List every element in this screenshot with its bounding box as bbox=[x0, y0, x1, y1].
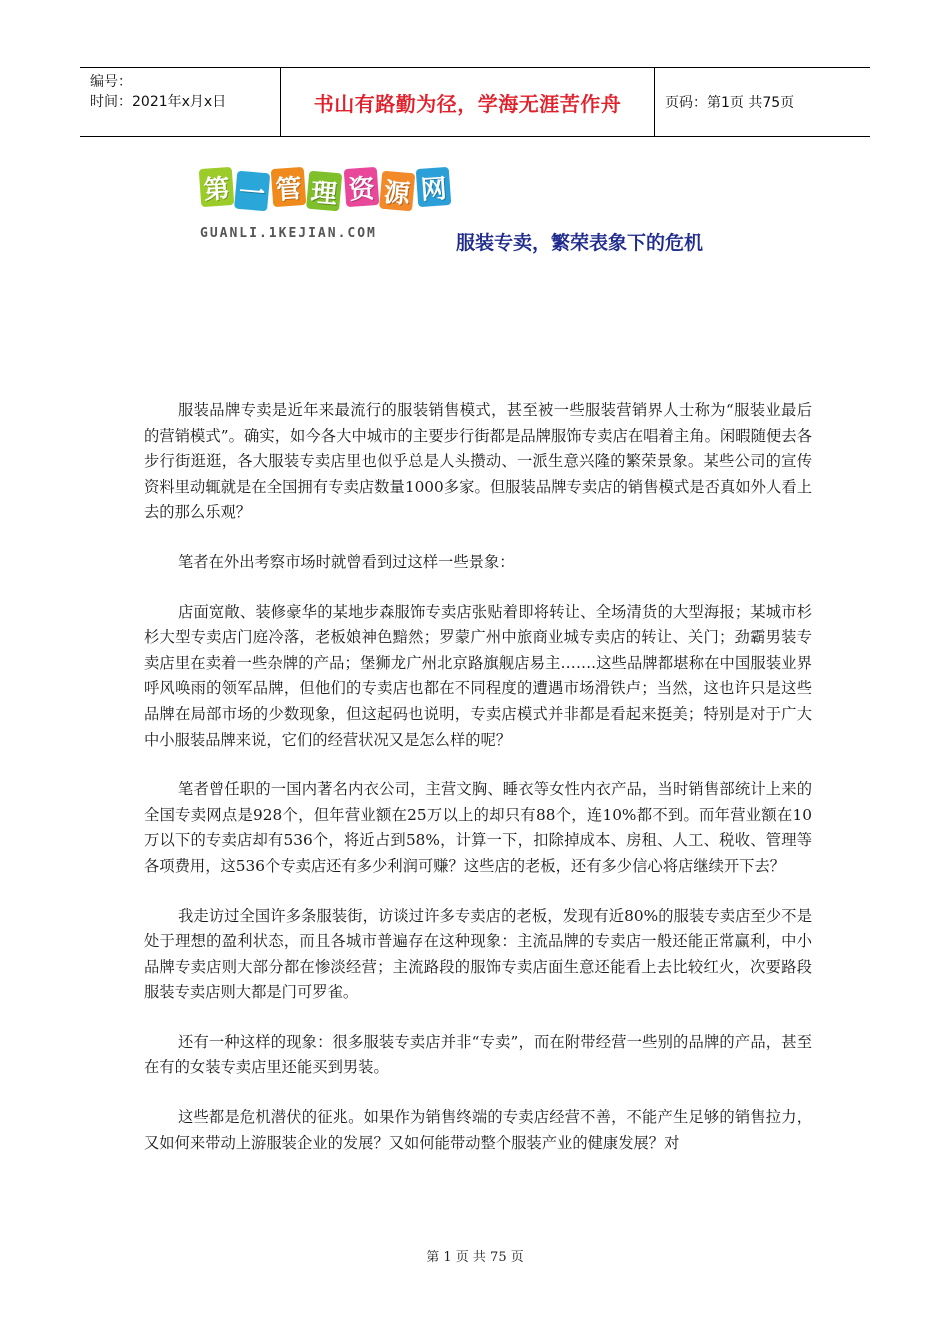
article-paragraph: 这些都是危机潜伏的征兆。如果作为销售终端的专卖店经营不善，不能产生足够的销售拉力，又如何来带动上游服装企业的发展？又如何能带动整个服装产业的健康发展？对 bbox=[144, 1108, 812, 1152]
number-label: 编号： bbox=[90, 74, 132, 90]
logo-tile: 网 bbox=[416, 167, 452, 207]
header-meta bbox=[80, 68, 280, 136]
document-header bbox=[80, 67, 870, 137]
article-paragraph: 店面宽敞、装修豪华的某地步森服饰专卖店张贴着即将转让、全场清货的大型海报；某城市杉杉大型专卖店门庭冷落，老板娘神色黯然；罗蒙广州中旅商业城专卖店的转让、关门；劲霸男装专卖店里在卖着一些杂牌的产品；堡狮龙广州北京路旗舰店易主…….这些品牌都堪称在中国服装业界呼风唤雨的领军品牌，但他们的专卖店也都在不同程度的遭遇市场滑铁卢；当然，这也许只是这些品牌在局部市场的少数现象，但这起码也说明，专卖店模式并非都是看起来挺美；特别是对于广大中小服装品牌来说，它们的经营状况又是怎么样的呢？ bbox=[144, 602, 812, 749]
article-body bbox=[144, 398, 812, 1180]
article-paragraph: 我走访过全国许多条服装街，访谈过许多专卖店的老板，发现有近80%的服装专卖店至少不是处于理想的盈利状态，而且各城市普遍存在这种现象：主流品牌的专卖店一般还能正常赢利，中小品牌专卖店则大部分都在惨淡经营；主流路段的服饰专卖店面生意还能看上去比较红火，次要路段服装专卖店则大都是门可罗雀。 bbox=[144, 906, 812, 1002]
site-logo bbox=[200, 168, 450, 246]
logo-domain: GUANLI.1KEJIAN.COM bbox=[200, 226, 377, 241]
time-label: 时间：2021年x月x日 bbox=[90, 94, 227, 110]
logo-tile: 第 bbox=[199, 167, 235, 207]
logo-tiles bbox=[200, 168, 450, 210]
logo-tile: 源 bbox=[379, 171, 415, 212]
logo-tile: 资 bbox=[343, 167, 379, 207]
article-paragraph: 笔者在外出考察市场时就曾看到过这样一些景象： bbox=[178, 552, 515, 571]
header-page-info: 页码：第1页 共75页 bbox=[665, 95, 795, 111]
header-motto: 书山有路勤为径，学海无涯苦作舟 bbox=[280, 68, 655, 136]
article-paragraph: 还有一种这样的现象：很多服装专卖店并非“专卖”，而在附带经营一些别的品牌的产品，甚至在有的女装专卖店里还能买到男装。 bbox=[144, 1032, 812, 1077]
logo-tile: 理 bbox=[306, 171, 342, 212]
article-paragraph: 服装品牌专卖是近年来最流行的服装销售模式，甚至被一些服装营销界人士称为“服装业最后的营销模式”。确实，如今各大中城市的主要步行街都是品牌服饰专卖店在唱着主角。闲暇随便去各步行街逛逛，各大服装专卖店里也似乎总是人头攒动、一派生意兴隆的繁荣景象。某些公司的宣传资料里动辄就是在全国拥有专卖店数量1000多家。但服装品牌专卖店的销售模式是否真如外人看上去的那么乐观？ bbox=[144, 401, 812, 522]
page-footer: 第 1 页 共 75 页 bbox=[426, 1250, 524, 1265]
article-title: 服装专卖，繁荣表象下的危机 bbox=[456, 232, 704, 254]
article-paragraph: 笔者曾任职的一国内著名内衣公司，主营文胸、睡衣等女性内衣产品，当时销售部统计上来的全国专卖网点是928个，但年营业额在25万以上的却只有88个，连10%都不到。而年营业额在10万以下的专卖店却有536个，将近占到58%，计算一下，扣除掉成本、房租、人工、税收、管理等各项费用，这536个专卖店还有多少利润可赚？这些店的老板，还有多少信心将店继续开下去？ bbox=[144, 780, 812, 875]
logo-tile: 管 bbox=[271, 167, 307, 207]
logo-tile: 一 bbox=[234, 171, 270, 212]
